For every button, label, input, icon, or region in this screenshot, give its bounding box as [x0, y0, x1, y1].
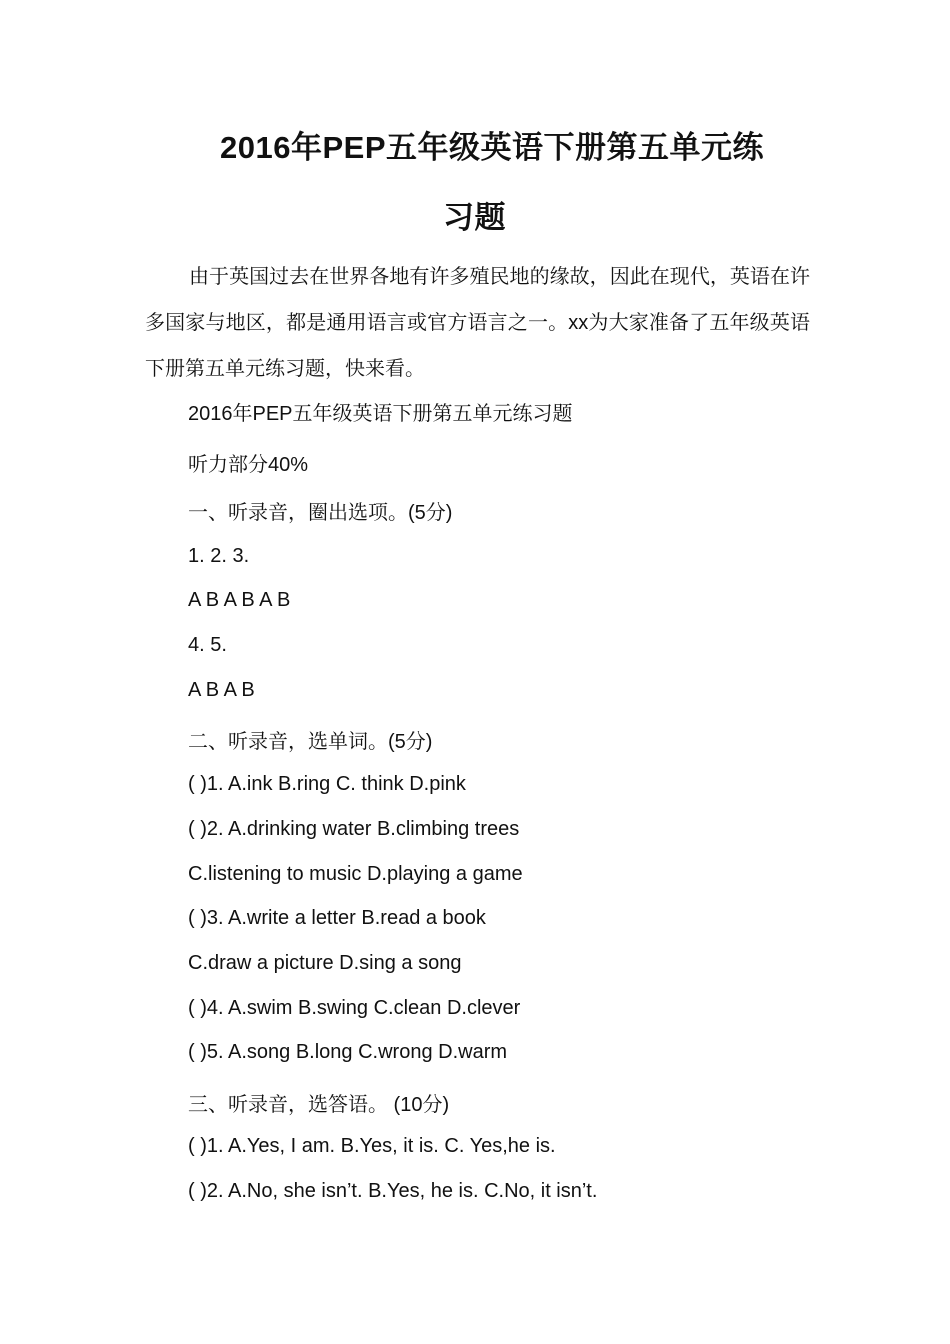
question-line-continued: C.draw a picture D.sing a song	[188, 952, 462, 974]
section-heading-part-2: 二、听录音，选单词。(5分)	[188, 731, 433, 753]
subtitle-line: 2016年PEP五年级英语下册第五单元练习题	[188, 403, 573, 425]
question-line: ( )3. A.write a letter B.read a book	[188, 907, 486, 929]
document-title-line-1: 2016年PEP五年级英语下册第五单元练	[220, 130, 764, 165]
option-row: A B A B A B	[188, 589, 291, 611]
question-number-row: 4. 5.	[188, 634, 227, 656]
section-heading-part-1: 一、听录音，圈出选项。(5分)	[188, 502, 453, 524]
section-heading-part-3: 三、听录音，选答语。 (10分)	[188, 1094, 450, 1116]
question-line: ( )1. A.ink B.ring C. think D.pink	[188, 773, 466, 795]
question-line: ( )4. A.swim B.swing C.clean D.clever	[188, 997, 521, 1019]
question-line: ( )5. A.song B.long C.wrong D.warm	[188, 1041, 508, 1063]
option-row: A B A B	[188, 679, 255, 701]
question-line: ( )2. A.No, she isn’t. B.Yes, he is. C.No, it isn’t.	[188, 1180, 598, 1202]
question-line: ( )2. A.drinking water B.climbing trees	[188, 818, 520, 840]
intro-paragraph: 由于英国过去在世界各地有许多殖民地的缘故，因此在现代，英语在许多国家与地区，都是通用语言或官方语言之一。xx为大家准备了五年级英语下册第五单元练习题，快来看。	[145, 266, 810, 380]
question-line-continued: C.listening to music D.playing a game	[188, 863, 523, 885]
question-number-row: 1. 2. 3.	[188, 545, 250, 567]
document-title-line-2: 习题	[443, 200, 506, 235]
question-line: ( )1. A.Yes, I am. B.Yes, it is. C. Yes,he is.	[188, 1135, 556, 1157]
section-heading-listening: 听力部分40%	[188, 454, 309, 476]
